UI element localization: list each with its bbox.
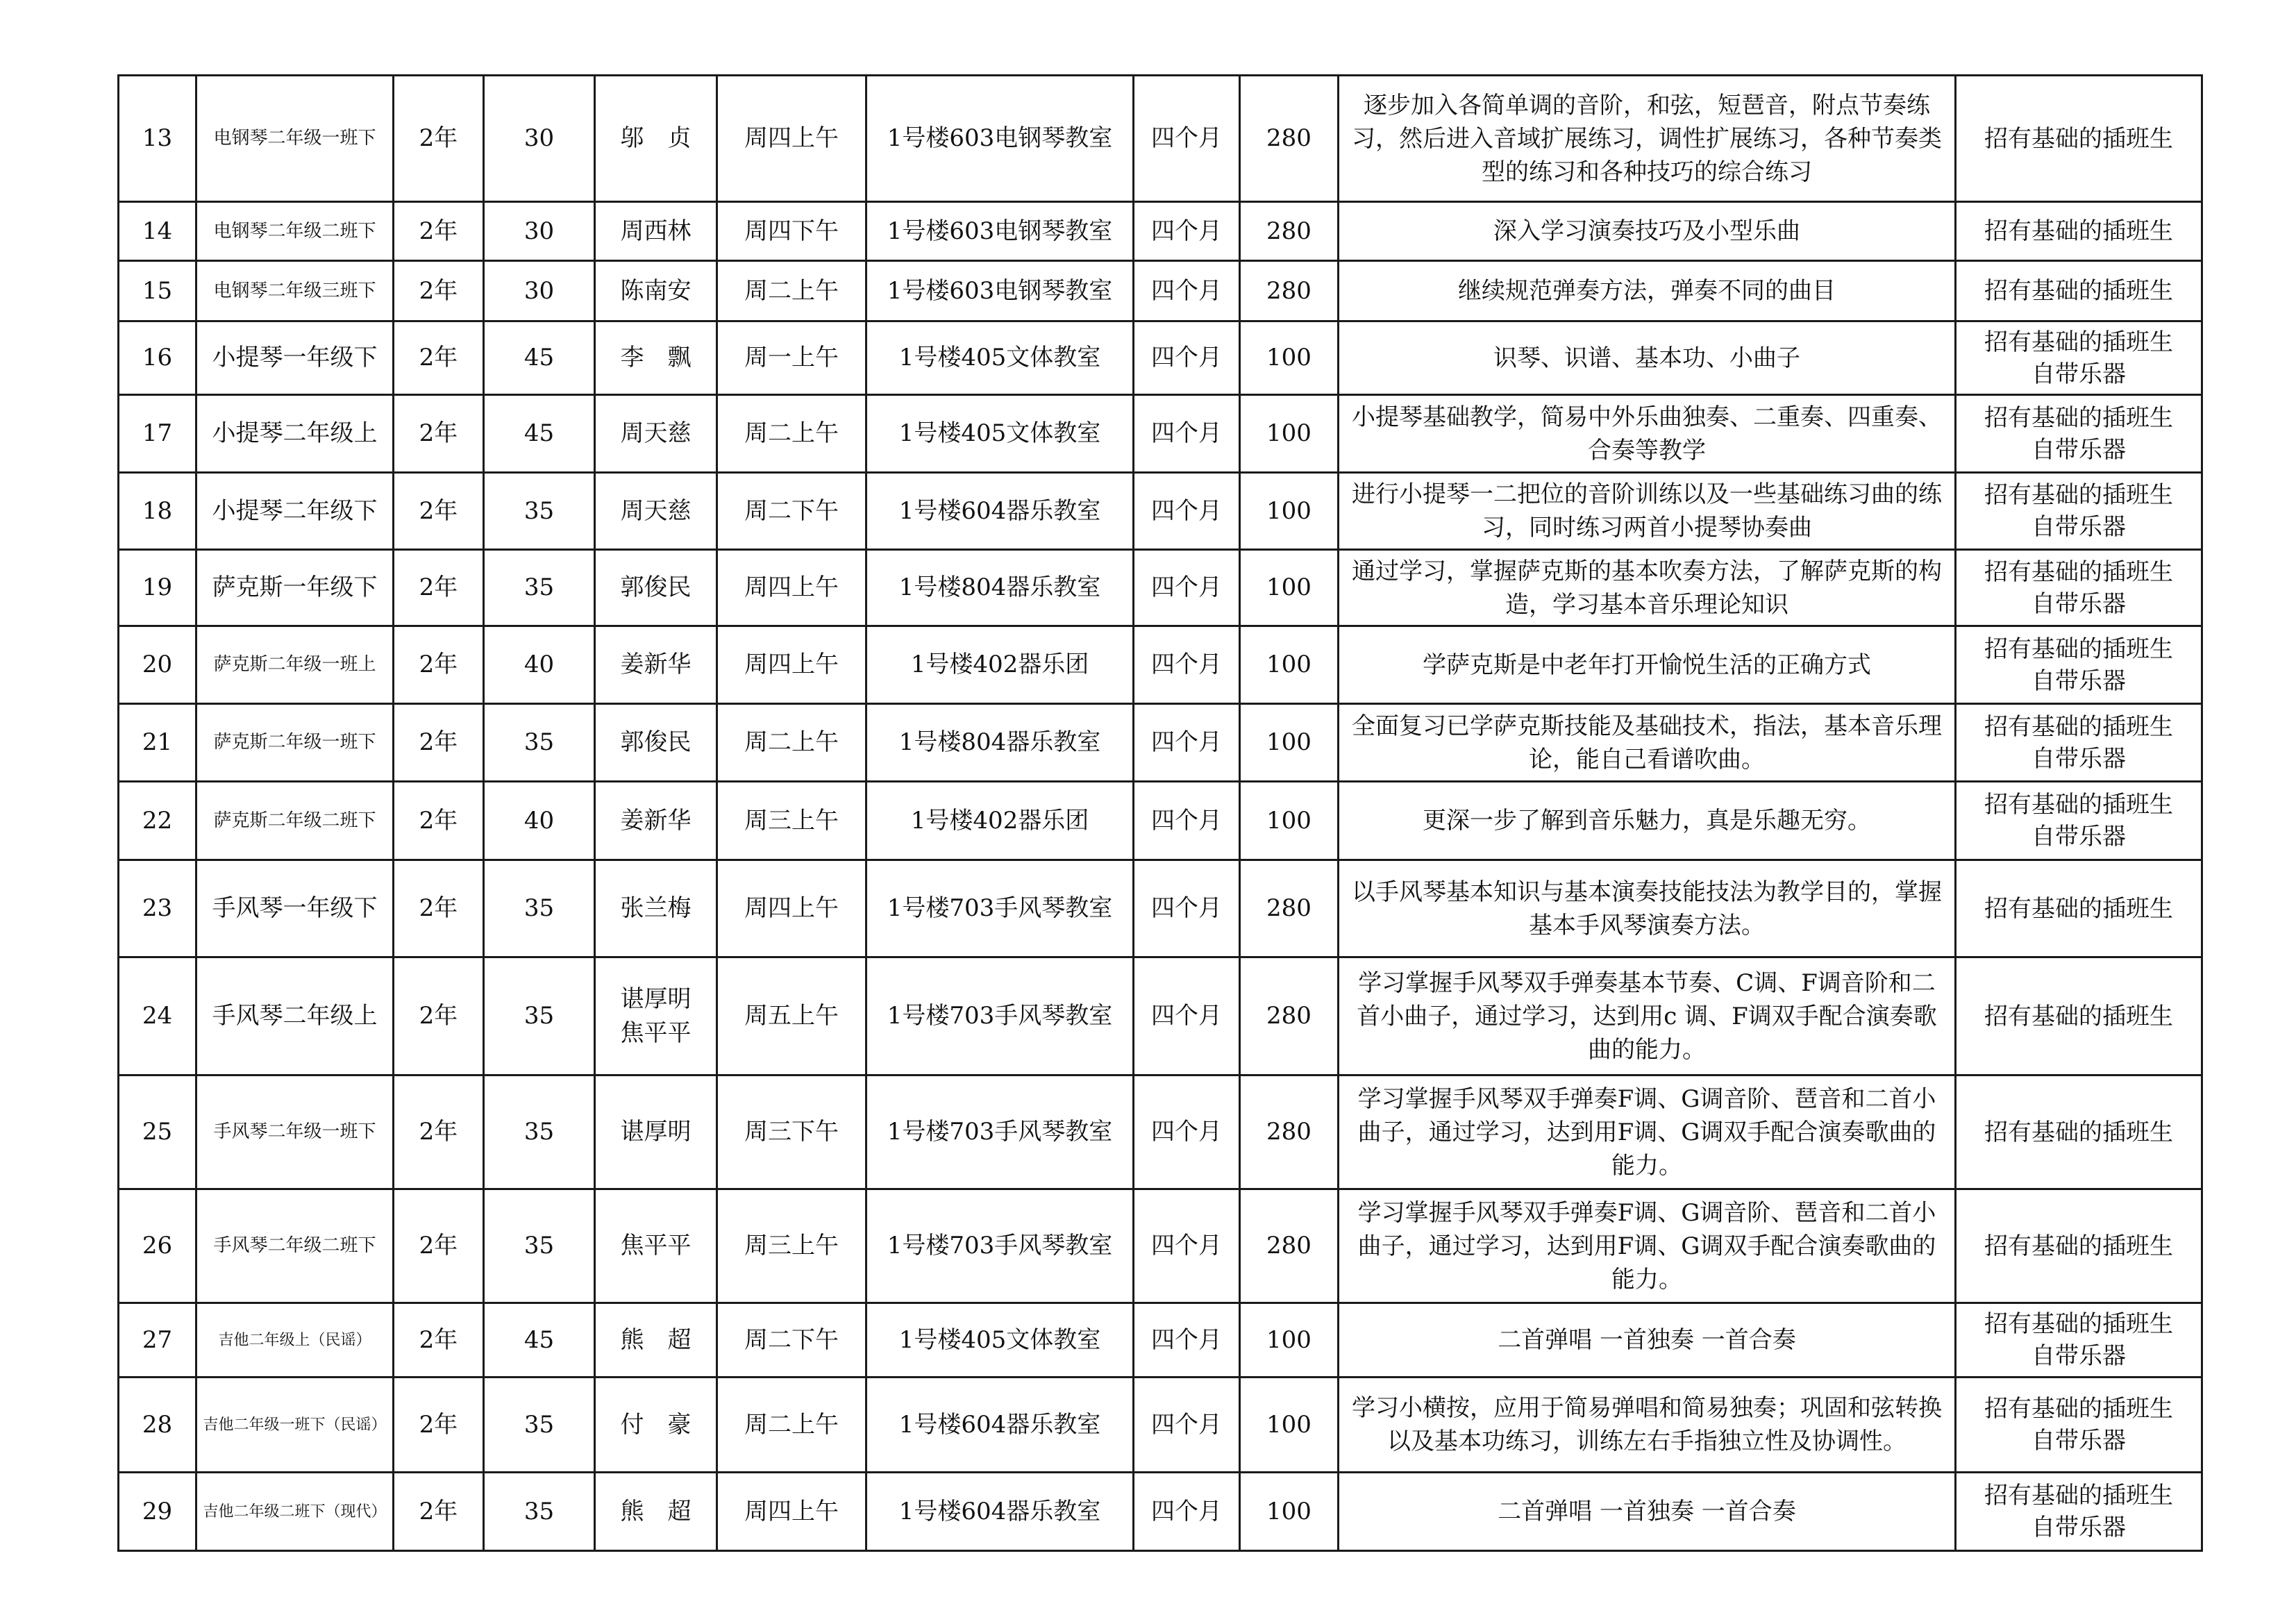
classroom: 1号楼703手风琴教室: [866, 1075, 1134, 1189]
class-size: 35: [484, 550, 595, 626]
class-size: 35: [484, 473, 595, 550]
classroom: 1号楼703手风琴教室: [866, 860, 1134, 957]
row-number: 26: [119, 1189, 196, 1303]
fee: 100: [1240, 782, 1339, 860]
enrollment-note: 招有基础的插班生 自带乐器: [1956, 473, 2202, 550]
class-size: 45: [484, 1303, 595, 1378]
teacher-name: 陈南安: [595, 261, 717, 321]
table-row: [119, 1189, 2202, 1303]
teacher-name: 熊 超: [595, 1473, 717, 1551]
table-row: [119, 261, 2202, 321]
table-row: [119, 1075, 2202, 1189]
class-size: 35: [484, 1473, 595, 1551]
course-content: 继续规范弹奏方法，弹奏不同的曲目: [1339, 261, 1956, 321]
course-name: 吉他二年级一班下（民谣）: [196, 1378, 394, 1473]
class-size: 40: [484, 782, 595, 860]
row-number: 14: [119, 202, 196, 261]
enrollment-note: 招有基础的插班生: [1956, 202, 2202, 261]
fee: 280: [1240, 1075, 1339, 1189]
table-row: [119, 782, 2202, 860]
course-name: 电钢琴二年级三班下: [196, 261, 394, 321]
table-row: [119, 473, 2202, 550]
class-size: 45: [484, 321, 595, 395]
term-length: 四个月: [1134, 1378, 1240, 1473]
course-name: 手风琴一年级下: [196, 860, 394, 957]
table-row: [119, 76, 2202, 202]
table-row: [119, 626, 2202, 704]
teacher-name: 姜新华: [595, 782, 717, 860]
class-size: 30: [484, 261, 595, 321]
table-row: [119, 957, 2202, 1075]
teacher-name: 熊 超: [595, 1303, 717, 1378]
table-row: [119, 860, 2202, 957]
teacher-name: 李 飘: [595, 321, 717, 395]
fee: 100: [1240, 473, 1339, 550]
term-length: 四个月: [1134, 704, 1240, 782]
term-length: 四个月: [1134, 957, 1240, 1075]
course-content: 全面复习已学萨克斯技能及基础技术，指法，基本音乐理论，能自己看谱吹曲。: [1339, 704, 1956, 782]
table-row: [119, 1303, 2202, 1378]
row-number: 13: [119, 76, 196, 202]
term-length: 四个月: [1134, 76, 1240, 202]
term-length: 四个月: [1134, 202, 1240, 261]
course-content: 进行小提琴一二把位的音阶训练以及一些基础练习曲的练习，同时练习两首小提琴协奏曲: [1339, 473, 1956, 550]
class-time: 周四下午: [717, 202, 866, 261]
classroom: 1号楼604器乐教室: [866, 1473, 1134, 1551]
enrollment-note: 招有基础的插班生 自带乐器: [1956, 782, 2202, 860]
table-row: [119, 1473, 2202, 1551]
course-table: [117, 74, 2203, 1552]
course-content: 通过学习，掌握萨克斯的基本吹奏方法，了解萨克斯的构造，学习基本音乐理论知识: [1339, 550, 1956, 626]
duration-years: 2年: [394, 473, 484, 550]
class-time: 周二上午: [717, 1378, 866, 1473]
course-content: 学萨克斯是中老年打开愉悦生活的正确方式: [1339, 626, 1956, 704]
fee: 280: [1240, 76, 1339, 202]
classroom: 1号楼405文体教室: [866, 321, 1134, 395]
fee: 100: [1240, 550, 1339, 626]
row-number: 22: [119, 782, 196, 860]
course-name: 萨克斯一年级下: [196, 550, 394, 626]
table-row: [119, 321, 2202, 395]
duration-years: 2年: [394, 1189, 484, 1303]
fee: 280: [1240, 202, 1339, 261]
table-row: [119, 1378, 2202, 1473]
class-size: 35: [484, 1378, 595, 1473]
course-content: 学习掌握手风琴双手弹奏基本节奏、C调、F调音阶和二首小曲子，通过学习，达到用c 调、F调双手配合演奏歌曲的能力。: [1339, 957, 1956, 1075]
table-row: [119, 550, 2202, 626]
term-length: 四个月: [1134, 321, 1240, 395]
classroom: 1号楼603电钢琴教室: [866, 76, 1134, 202]
enrollment-note: 招有基础的插班生 自带乐器: [1956, 550, 2202, 626]
classroom: 1号楼405文体教室: [866, 395, 1134, 473]
enrollment-note: 招有基础的插班生 自带乐器: [1956, 395, 2202, 473]
row-number: 23: [119, 860, 196, 957]
term-length: 四个月: [1134, 1303, 1240, 1378]
course-content: 二首弹唱 一首独奏 一首合奏: [1339, 1303, 1956, 1378]
class-time: 周四上午: [717, 860, 866, 957]
course-content: 学习小横按，应用于简易弹唱和简易独奏；巩固和弦转换以及基本功练习，训练左右手指独立性及协调性。: [1339, 1378, 1956, 1473]
course-name: 萨克斯二年级一班下: [196, 704, 394, 782]
row-number: 27: [119, 1303, 196, 1378]
teacher-name: 周天慈: [595, 473, 717, 550]
class-time: 周二下午: [717, 473, 866, 550]
class-time: 周二上午: [717, 395, 866, 473]
class-time: 周二上午: [717, 704, 866, 782]
duration-years: 2年: [394, 1075, 484, 1189]
classroom: 1号楼603电钢琴教室: [866, 261, 1134, 321]
duration-years: 2年: [394, 957, 484, 1075]
duration-years: 2年: [394, 626, 484, 704]
teacher-name: 姜新华: [595, 626, 717, 704]
teacher-name: 张兰梅: [595, 860, 717, 957]
course-name: 萨克斯二年级二班下: [196, 782, 394, 860]
class-time: 周四上午: [717, 626, 866, 704]
course-name: 小提琴二年级上: [196, 395, 394, 473]
row-number: 24: [119, 957, 196, 1075]
class-time: 周四上午: [717, 76, 866, 202]
row-number: 15: [119, 261, 196, 321]
row-number: 28: [119, 1378, 196, 1473]
course-content: 深入学习演奏技巧及小型乐曲: [1339, 202, 1956, 261]
course-name: 小提琴一年级下: [196, 321, 394, 395]
classroom: 1号楼405文体教室: [866, 1303, 1134, 1378]
fee: 100: [1240, 1303, 1339, 1378]
teacher-name: 周西林: [595, 202, 717, 261]
course-content: 小提琴基础教学，简易中外乐曲独奏、二重奏、四重奏、合奏等教学: [1339, 395, 1956, 473]
row-number: 19: [119, 550, 196, 626]
teacher-name: 郭俊民: [595, 550, 717, 626]
row-number: 20: [119, 626, 196, 704]
class-time: 周二下午: [717, 1303, 866, 1378]
row-number: 17: [119, 395, 196, 473]
row-number: 18: [119, 473, 196, 550]
term-length: 四个月: [1134, 550, 1240, 626]
duration-years: 2年: [394, 704, 484, 782]
class-size: 35: [484, 1075, 595, 1189]
fee: 280: [1240, 1189, 1339, 1303]
classroom: 1号楼804器乐教室: [866, 704, 1134, 782]
duration-years: 2年: [394, 261, 484, 321]
duration-years: 2年: [394, 1303, 484, 1378]
course-name: 小提琴二年级下: [196, 473, 394, 550]
class-time: 周四上午: [717, 550, 866, 626]
classroom: 1号楼402器乐团: [866, 782, 1134, 860]
duration-years: 2年: [394, 76, 484, 202]
course-name: 吉他二年级二班下（现代）: [196, 1473, 394, 1551]
enrollment-note: 招有基础的插班生 自带乐器: [1956, 626, 2202, 704]
enrollment-note: 招有基础的插班生 自带乐器: [1956, 321, 2202, 395]
term-length: 四个月: [1134, 1473, 1240, 1551]
term-length: 四个月: [1134, 1075, 1240, 1189]
term-length: 四个月: [1134, 395, 1240, 473]
fee: 280: [1240, 860, 1339, 957]
class-time: 周四上午: [717, 1473, 866, 1551]
term-length: 四个月: [1134, 473, 1240, 550]
course-name: 吉他二年级上（民谣）: [196, 1303, 394, 1378]
table-row: [119, 395, 2202, 473]
classroom: 1号楼703手风琴教室: [866, 957, 1134, 1075]
teacher-name: 郭俊民: [595, 704, 717, 782]
duration-years: 2年: [394, 202, 484, 261]
fee: 100: [1240, 1378, 1339, 1473]
course-content: 逐步加入各简单调的音阶，和弦，短琶音，附点节奏练习，然后进入音域扩展练习，调性扩展练习，各种节奏类型的练习和各种技巧的综合练习: [1339, 76, 1956, 202]
class-size: 35: [484, 957, 595, 1075]
fee: 100: [1240, 626, 1339, 704]
class-time: 周三上午: [717, 782, 866, 860]
class-size: 35: [484, 1189, 595, 1303]
term-length: 四个月: [1134, 860, 1240, 957]
course-content: 识琴、识谱、基本功、小曲子: [1339, 321, 1956, 395]
teacher-name: 焦平平: [595, 1189, 717, 1303]
teacher-name: 谌厚明 焦平平: [595, 957, 717, 1075]
course-name: 萨克斯二年级一班上: [196, 626, 394, 704]
class-time: 周一上午: [717, 321, 866, 395]
enrollment-note: 招有基础的插班生: [1956, 957, 2202, 1075]
course-name: 手风琴二年级二班下: [196, 1189, 394, 1303]
classroom: 1号楼703手风琴教室: [866, 1189, 1134, 1303]
fee: 100: [1240, 395, 1339, 473]
duration-years: 2年: [394, 1473, 484, 1551]
class-time: 周三上午: [717, 1189, 866, 1303]
course-content: 二首弹唱 一首独奏 一首合奏: [1339, 1473, 1956, 1551]
class-size: 45: [484, 395, 595, 473]
classroom: 1号楼402器乐团: [866, 626, 1134, 704]
class-size: 30: [484, 202, 595, 261]
fee: 100: [1240, 321, 1339, 395]
enrollment-note: 招有基础的插班生 自带乐器: [1956, 1303, 2202, 1378]
class-size: 35: [484, 704, 595, 782]
classroom: 1号楼604器乐教室: [866, 473, 1134, 550]
teacher-name: 周天慈: [595, 395, 717, 473]
class-time: 周二上午: [717, 261, 866, 321]
classroom: 1号楼603电钢琴教室: [866, 202, 1134, 261]
class-time: 周五上午: [717, 957, 866, 1075]
table-row: [119, 202, 2202, 261]
course-content: 学习掌握手风琴双手弹奏F调、G调音阶、琶音和二首小曲子，通过学习，达到用F调、G调双手配合演奏歌曲的能力。: [1339, 1189, 1956, 1303]
course-name: 手风琴二年级一班下: [196, 1075, 394, 1189]
teacher-name: 谌厚明: [595, 1075, 717, 1189]
class-size: 30: [484, 76, 595, 202]
enrollment-note: 招有基础的插班生: [1956, 1075, 2202, 1189]
enrollment-note: 招有基础的插班生: [1956, 860, 2202, 957]
class-time: 周三下午: [717, 1075, 866, 1189]
row-number: 25: [119, 1075, 196, 1189]
fee: 280: [1240, 261, 1339, 321]
course-name: 手风琴二年级上: [196, 957, 394, 1075]
duration-years: 2年: [394, 321, 484, 395]
enrollment-note: 招有基础的插班生 自带乐器: [1956, 1473, 2202, 1551]
duration-years: 2年: [394, 1378, 484, 1473]
classroom: 1号楼804器乐教室: [866, 550, 1134, 626]
teacher-name: 邬 贞: [595, 76, 717, 202]
course-content: 更深一步了解到音乐魅力，真是乐趣无穷。: [1339, 782, 1956, 860]
course-content: 以手风琴基本知识与基本演奏技能技法为教学目的，掌握基本手风琴演奏方法。: [1339, 860, 1956, 957]
fee: 100: [1240, 1473, 1339, 1551]
term-length: 四个月: [1134, 261, 1240, 321]
term-length: 四个月: [1134, 626, 1240, 704]
course-name: 电钢琴二年级一班下: [196, 76, 394, 202]
duration-years: 2年: [394, 395, 484, 473]
class-size: 40: [484, 626, 595, 704]
classroom: 1号楼604器乐教室: [866, 1378, 1134, 1473]
course-name: 电钢琴二年级二班下: [196, 202, 394, 261]
enrollment-note: 招有基础的插班生: [1956, 76, 2202, 202]
row-number: 29: [119, 1473, 196, 1551]
fee: 280: [1240, 957, 1339, 1075]
row-number: 21: [119, 704, 196, 782]
enrollment-note: 招有基础的插班生 自带乐器: [1956, 1378, 2202, 1473]
term-length: 四个月: [1134, 782, 1240, 860]
enrollment-note: 招有基础的插班生: [1956, 261, 2202, 321]
fee: 100: [1240, 704, 1339, 782]
enrollment-note: 招有基础的插班生 自带乐器: [1956, 704, 2202, 782]
term-length: 四个月: [1134, 1189, 1240, 1303]
course-content: 学习掌握手风琴双手弹奏F调、G调音阶、琶音和二首小曲子，通过学习，达到用F调、G调双手配合演奏歌曲的能力。: [1339, 1075, 1956, 1189]
duration-years: 2年: [394, 550, 484, 626]
table-row: [119, 704, 2202, 782]
class-size: 35: [484, 860, 595, 957]
row-number: 16: [119, 321, 196, 395]
duration-years: 2年: [394, 782, 484, 860]
enrollment-note: 招有基础的插班生: [1956, 1189, 2202, 1303]
duration-years: 2年: [394, 860, 484, 957]
teacher-name: 付 豪: [595, 1378, 717, 1473]
